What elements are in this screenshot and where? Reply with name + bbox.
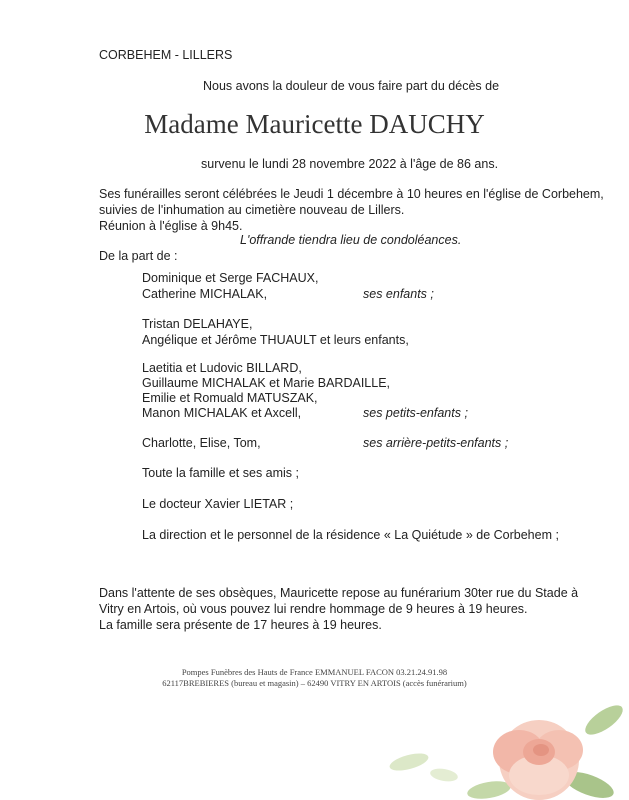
grandchild-line: Manon MICHALAK et Axcell,: [142, 406, 302, 420]
children-line: Catherine MICHALAK,: [142, 287, 268, 301]
funeral-line-3: Réunion à l'église à 9h45.: [99, 219, 243, 233]
great-grandchildren-role: ses arrière-petits-enfants ;: [363, 436, 509, 450]
death-date-text: survenu le lundi 28 novembre 2022 à l'âge de 86 ans.: [201, 157, 499, 171]
family-intro: De la part de :: [99, 249, 178, 263]
grandchild-line: Emilie et Romuald MATUSZAK,: [142, 391, 318, 405]
grandchild-line: Angélique et Jérôme THUAULT et leurs enfants,: [142, 333, 409, 347]
location-heading: CORBEHEM - LILLERS: [99, 48, 233, 62]
residence-line: La direction et le personnel de la résidence « La Quiétude » de Corbehem ;: [142, 528, 559, 542]
funeral-line-2: suivies de l'inhumation au cimetière nouveau de Lillers.: [99, 203, 405, 217]
grandchild-line: Tristan DELAHAYE,: [142, 317, 253, 331]
children-line: Dominique et Serge FACHAUX,: [142, 271, 319, 285]
doctor-line: Le docteur Xavier LIETAR ;: [142, 497, 294, 511]
footer-company: Pompes Funèbres des Hauts de France EMMANUEL FACON 03.21.24.91.98: [181, 667, 448, 677]
family-friends-line: Toute la famille et ses amis ;: [142, 466, 300, 480]
rose-decoration: [389, 690, 629, 800]
deceased-name: Madame Mauricette DAUCHY: [144, 109, 485, 139]
footer-address: 62117BREBIERES (bureau et magasin) – 62490 VITRY EN ARTOIS (accès funérarium): [162, 678, 467, 688]
grandchild-line: Guillaume MICHALAK et Marie BARDAILLE,: [142, 376, 391, 390]
children-role: ses enfants ;: [363, 287, 434, 301]
great-grandchildren-line: Charlotte, Elise, Tom,: [142, 436, 261, 450]
funeral-home-line-2: Vitry en Artois, où vous pouvez lui rendre hommage de 9 heures à 19 heures.: [99, 602, 528, 616]
intro-text: Nous avons la douleur de vous faire part du décès de: [203, 79, 500, 93]
grandchildren-role: ses petits-enfants ;: [363, 406, 468, 420]
grandchild-line: Laetitia et Ludovic BILLARD,: [142, 361, 302, 375]
offering-text: L'offrande tiendra lieu de condoléances.: [240, 233, 462, 247]
funeral-line-1: Ses funérailles seront célébrées le Jeudi 1 décembre à 10 heures en l'église de Corbehem,: [99, 187, 604, 201]
funeral-home-line-3: La famille sera présente de 17 heures à 19 heures.: [99, 618, 382, 632]
funeral-home-line-1: Dans l'attente de ses obsèques, Mauricette repose au funérarium 30ter rue du Stade à: [99, 586, 579, 600]
